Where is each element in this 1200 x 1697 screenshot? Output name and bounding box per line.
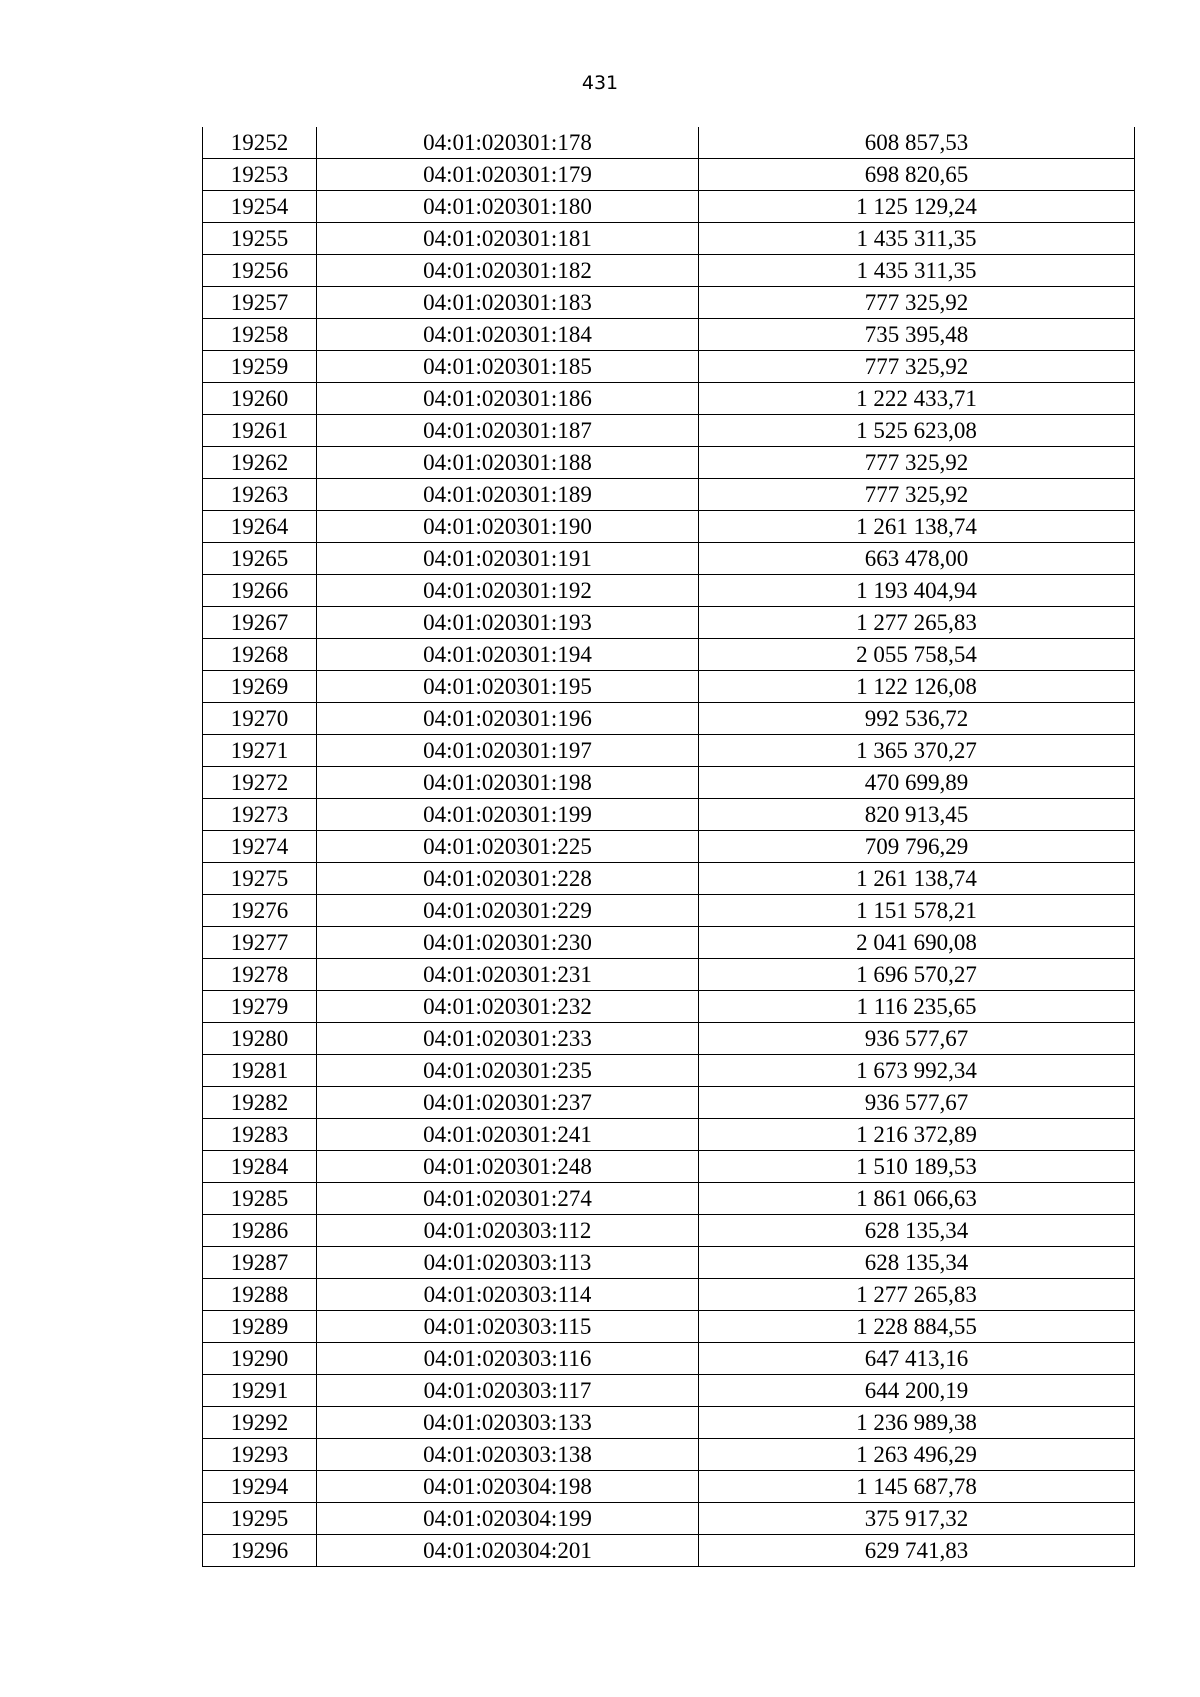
cadastral-number-cell: 04:01:020301:229 xyxy=(317,895,699,927)
cadastral-number-cell: 04:01:020301:187 xyxy=(317,415,699,447)
table-row xyxy=(203,1151,1135,1183)
table-row xyxy=(203,1311,1135,1343)
row-number-cell: 19265 xyxy=(203,543,317,575)
cadastral-number-cell: 04:01:020301:237 xyxy=(317,1087,699,1119)
row-number-cell: 19289 xyxy=(203,1311,317,1343)
row-number-cell: 19267 xyxy=(203,607,317,639)
table-row xyxy=(203,959,1135,991)
row-number-cell: 19252 xyxy=(203,127,317,159)
cadastral-value-cell: 1 116 235,65 xyxy=(699,991,1135,1023)
row-number-cell: 19294 xyxy=(203,1471,317,1503)
cadastral-value-cell: 1 365 370,27 xyxy=(699,735,1135,767)
table-row xyxy=(203,1087,1135,1119)
cadastral-number-cell: 04:01:020303:112 xyxy=(317,1215,699,1247)
row-number-cell: 19291 xyxy=(203,1375,317,1407)
cadastral-value-cell: 1 435 311,35 xyxy=(699,223,1135,255)
cadastral-number-cell: 04:01:020301:183 xyxy=(317,287,699,319)
row-number-cell: 19287 xyxy=(203,1247,317,1279)
table-row xyxy=(203,1247,1135,1279)
cadastral-number-cell: 04:01:020301:196 xyxy=(317,703,699,735)
row-number-cell: 19282 xyxy=(203,1087,317,1119)
row-number-cell: 19276 xyxy=(203,895,317,927)
cadastral-number-cell: 04:01:020301:191 xyxy=(317,543,699,575)
cadastral-number-cell: 04:01:020301:235 xyxy=(317,1055,699,1087)
cadastral-number-cell: 04:01:020301:192 xyxy=(317,575,699,607)
cadastral-number-cell: 04:01:020303:138 xyxy=(317,1439,699,1471)
cadastral-value-cell: 1 193 404,94 xyxy=(699,575,1135,607)
cadastral-number-cell: 04:01:020301:181 xyxy=(317,223,699,255)
cadastral-number-cell: 04:01:020301:180 xyxy=(317,191,699,223)
cadastral-value-cell: 2 055 758,54 xyxy=(699,639,1135,671)
table-row xyxy=(203,895,1135,927)
table-row xyxy=(203,1439,1135,1471)
row-number-cell: 19268 xyxy=(203,639,317,671)
cadastral-number-cell: 04:01:020303:115 xyxy=(317,1311,699,1343)
table-row xyxy=(203,1375,1135,1407)
cadastral-value-cell: 820 913,45 xyxy=(699,799,1135,831)
row-number-cell: 19273 xyxy=(203,799,317,831)
table-row xyxy=(203,1023,1135,1055)
cadastral-value-cell: 1 510 189,53 xyxy=(699,1151,1135,1183)
table-row xyxy=(203,639,1135,671)
table-row xyxy=(203,1503,1135,1535)
row-number-cell: 19277 xyxy=(203,927,317,959)
table-row xyxy=(203,703,1135,735)
cadastral-number-cell: 04:01:020301:231 xyxy=(317,959,699,991)
cadastral-number-cell: 04:01:020301:178 xyxy=(317,127,699,159)
cadastral-value-cell: 1 861 066,63 xyxy=(699,1183,1135,1215)
cadastral-number-cell: 04:01:020301:228 xyxy=(317,863,699,895)
table-row xyxy=(203,671,1135,703)
table-row xyxy=(203,127,1135,159)
table-row xyxy=(203,479,1135,511)
row-number-cell: 19253 xyxy=(203,159,317,191)
cadastral-value-cell: 1 277 265,83 xyxy=(699,607,1135,639)
cadastral-value-cell: 608 857,53 xyxy=(699,127,1135,159)
cadastral-number-cell: 04:01:020304:199 xyxy=(317,1503,699,1535)
cadastral-number-cell: 04:01:020303:113 xyxy=(317,1247,699,1279)
row-number-cell: 19280 xyxy=(203,1023,317,1055)
cadastral-value-cell: 375 917,32 xyxy=(699,1503,1135,1535)
row-number-cell: 19258 xyxy=(203,319,317,351)
table-row xyxy=(203,863,1135,895)
page-number: 431 xyxy=(581,72,619,94)
table-row xyxy=(203,1535,1135,1567)
row-number-cell: 19290 xyxy=(203,1343,317,1375)
cadastral-number-cell: 04:01:020303:116 xyxy=(317,1343,699,1375)
cadastral-number-cell: 04:01:020301:230 xyxy=(317,927,699,959)
row-number-cell: 19271 xyxy=(203,735,317,767)
row-number-cell: 19264 xyxy=(203,511,317,543)
table-row xyxy=(203,383,1135,415)
row-number-cell: 19261 xyxy=(203,415,317,447)
row-number-cell: 19293 xyxy=(203,1439,317,1471)
cadastral-value-cell: 992 536,72 xyxy=(699,703,1135,735)
row-number-cell: 19281 xyxy=(203,1055,317,1087)
row-number-cell: 19256 xyxy=(203,255,317,287)
cadastral-value-cell: 647 413,16 xyxy=(699,1343,1135,1375)
cadastral-value-cell: 470 699,89 xyxy=(699,767,1135,799)
cadastral-number-cell: 04:01:020301:197 xyxy=(317,735,699,767)
row-number-cell: 19262 xyxy=(203,447,317,479)
cadastral-value-cell: 1 673 992,34 xyxy=(699,1055,1135,1087)
cadastral-value-cell: 1 122 126,08 xyxy=(699,671,1135,703)
cadastral-value-cell: 777 325,92 xyxy=(699,447,1135,479)
cadastral-number-cell: 04:01:020301:198 xyxy=(317,767,699,799)
table-row xyxy=(203,351,1135,383)
row-number-cell: 19286 xyxy=(203,1215,317,1247)
table-row xyxy=(203,767,1135,799)
cadastral-value-cell: 1 222 433,71 xyxy=(699,383,1135,415)
cadastral-value-cell: 629 741,83 xyxy=(699,1535,1135,1567)
cadastral-value-cell: 1 696 570,27 xyxy=(699,959,1135,991)
table-row xyxy=(203,319,1135,351)
row-number-cell: 19283 xyxy=(203,1119,317,1151)
table-row xyxy=(203,287,1135,319)
row-number-cell: 19272 xyxy=(203,767,317,799)
row-number-cell: 19263 xyxy=(203,479,317,511)
cadastral-number-cell: 04:01:020301:189 xyxy=(317,479,699,511)
row-number-cell: 19288 xyxy=(203,1279,317,1311)
cadastral-number-cell: 04:01:020303:117 xyxy=(317,1375,699,1407)
table-row xyxy=(203,447,1135,479)
cadastral-value-cell: 1 435 311,35 xyxy=(699,255,1135,287)
cadastral-number-cell: 04:01:020301:199 xyxy=(317,799,699,831)
table-row xyxy=(203,927,1135,959)
cadastral-number-cell: 04:01:020301:248 xyxy=(317,1151,699,1183)
table-row xyxy=(203,543,1135,575)
table-body xyxy=(203,127,1135,1567)
cadastral-value-cell: 644 200,19 xyxy=(699,1375,1135,1407)
cadastral-number-cell: 04:01:020301:225 xyxy=(317,831,699,863)
table-row xyxy=(203,1471,1135,1503)
cadastral-value-cell: 1 125 129,24 xyxy=(699,191,1135,223)
row-number-cell: 19259 xyxy=(203,351,317,383)
table-row xyxy=(203,735,1135,767)
cadastral-number-cell: 04:01:020301:232 xyxy=(317,991,699,1023)
cadastral-value-cell: 777 325,92 xyxy=(699,287,1135,319)
cadastral-value-cell: 698 820,65 xyxy=(699,159,1135,191)
cadastral-value-cell: 1 228 884,55 xyxy=(699,1311,1135,1343)
cadastral-value-cell: 1 216 372,89 xyxy=(699,1119,1135,1151)
cadastral-value-cell: 1 145 687,78 xyxy=(699,1471,1135,1503)
table-row xyxy=(203,511,1135,543)
cadastral-value-cell: 628 135,34 xyxy=(699,1247,1135,1279)
table-row xyxy=(203,1055,1135,1087)
cadastral-number-cell: 04:01:020301:193 xyxy=(317,607,699,639)
table-row xyxy=(203,831,1135,863)
cadastral-value-cell: 663 478,00 xyxy=(699,543,1135,575)
cadastral-value-cell: 628 135,34 xyxy=(699,1215,1135,1247)
row-number-cell: 19295 xyxy=(203,1503,317,1535)
cadastral-number-cell: 04:01:020301:184 xyxy=(317,319,699,351)
cadastral-value-cell: 709 796,29 xyxy=(699,831,1135,863)
cadastral-number-cell: 04:01:020303:133 xyxy=(317,1407,699,1439)
row-number-cell: 19285 xyxy=(203,1183,317,1215)
table-row xyxy=(203,1215,1135,1247)
cadastral-number-cell: 04:01:020301:194 xyxy=(317,639,699,671)
cadastral-value-cell: 735 395,48 xyxy=(699,319,1135,351)
row-number-cell: 19292 xyxy=(203,1407,317,1439)
table-row xyxy=(203,1183,1135,1215)
table-row xyxy=(203,1407,1135,1439)
cadastral-value-cell: 1 277 265,83 xyxy=(699,1279,1135,1311)
table-row xyxy=(203,799,1135,831)
row-number-cell: 19266 xyxy=(203,575,317,607)
cadastral-number-cell: 04:01:020301:188 xyxy=(317,447,699,479)
cadastral-number-cell: 04:01:020301:182 xyxy=(317,255,699,287)
row-number-cell: 19255 xyxy=(203,223,317,255)
cadastral-number-cell: 04:01:020301:190 xyxy=(317,511,699,543)
table-row xyxy=(203,223,1135,255)
cadastral-number-cell: 04:01:020301:179 xyxy=(317,159,699,191)
cadastral-value-cell: 777 325,92 xyxy=(699,351,1135,383)
table-row xyxy=(203,1119,1135,1151)
cadastral-number-cell: 04:01:020301:241 xyxy=(317,1119,699,1151)
table-row xyxy=(203,991,1135,1023)
table-row xyxy=(203,1279,1135,1311)
cadastral-number-cell: 04:01:020304:201 xyxy=(317,1535,699,1567)
cadastral-value-cell: 1 236 989,38 xyxy=(699,1407,1135,1439)
row-number-cell: 19284 xyxy=(203,1151,317,1183)
cadastral-number-cell: 04:01:020301:274 xyxy=(317,1183,699,1215)
row-number-cell: 19270 xyxy=(203,703,317,735)
row-number-cell: 19269 xyxy=(203,671,317,703)
cadastral-number-cell: 04:01:020304:198 xyxy=(317,1471,699,1503)
cadastral-value-table xyxy=(202,127,1135,1567)
cadastral-value-cell: 1 261 138,74 xyxy=(699,511,1135,543)
row-number-cell: 19278 xyxy=(203,959,317,991)
cadastral-value-cell: 2 041 690,08 xyxy=(699,927,1135,959)
cadastral-value-cell: 1 151 578,21 xyxy=(699,895,1135,927)
cadastral-value-cell: 936 577,67 xyxy=(699,1023,1135,1055)
table-row xyxy=(203,415,1135,447)
cadastral-value-cell: 1 261 138,74 xyxy=(699,863,1135,895)
table-row xyxy=(203,1343,1135,1375)
row-number-cell: 19260 xyxy=(203,383,317,415)
row-number-cell: 19279 xyxy=(203,991,317,1023)
cadastral-value-cell: 1 263 496,29 xyxy=(699,1439,1135,1471)
table-row xyxy=(203,159,1135,191)
row-number-cell: 19274 xyxy=(203,831,317,863)
cadastral-value-cell: 1 525 623,08 xyxy=(699,415,1135,447)
row-number-cell: 19275 xyxy=(203,863,317,895)
cadastral-number-cell: 04:01:020301:185 xyxy=(317,351,699,383)
table-row xyxy=(203,191,1135,223)
cadastral-number-cell: 04:01:020301:186 xyxy=(317,383,699,415)
cadastral-number-cell: 04:01:020301:233 xyxy=(317,1023,699,1055)
cadastral-value-cell: 777 325,92 xyxy=(699,479,1135,511)
table-row xyxy=(203,607,1135,639)
cadastral-value-cell: 936 577,67 xyxy=(699,1087,1135,1119)
row-number-cell: 19257 xyxy=(203,287,317,319)
cadastral-number-cell: 04:01:020303:114 xyxy=(317,1279,699,1311)
table-row xyxy=(203,255,1135,287)
row-number-cell: 19296 xyxy=(203,1535,317,1567)
row-number-cell: 19254 xyxy=(203,191,317,223)
cadastral-number-cell: 04:01:020301:195 xyxy=(317,671,699,703)
table-row xyxy=(203,575,1135,607)
